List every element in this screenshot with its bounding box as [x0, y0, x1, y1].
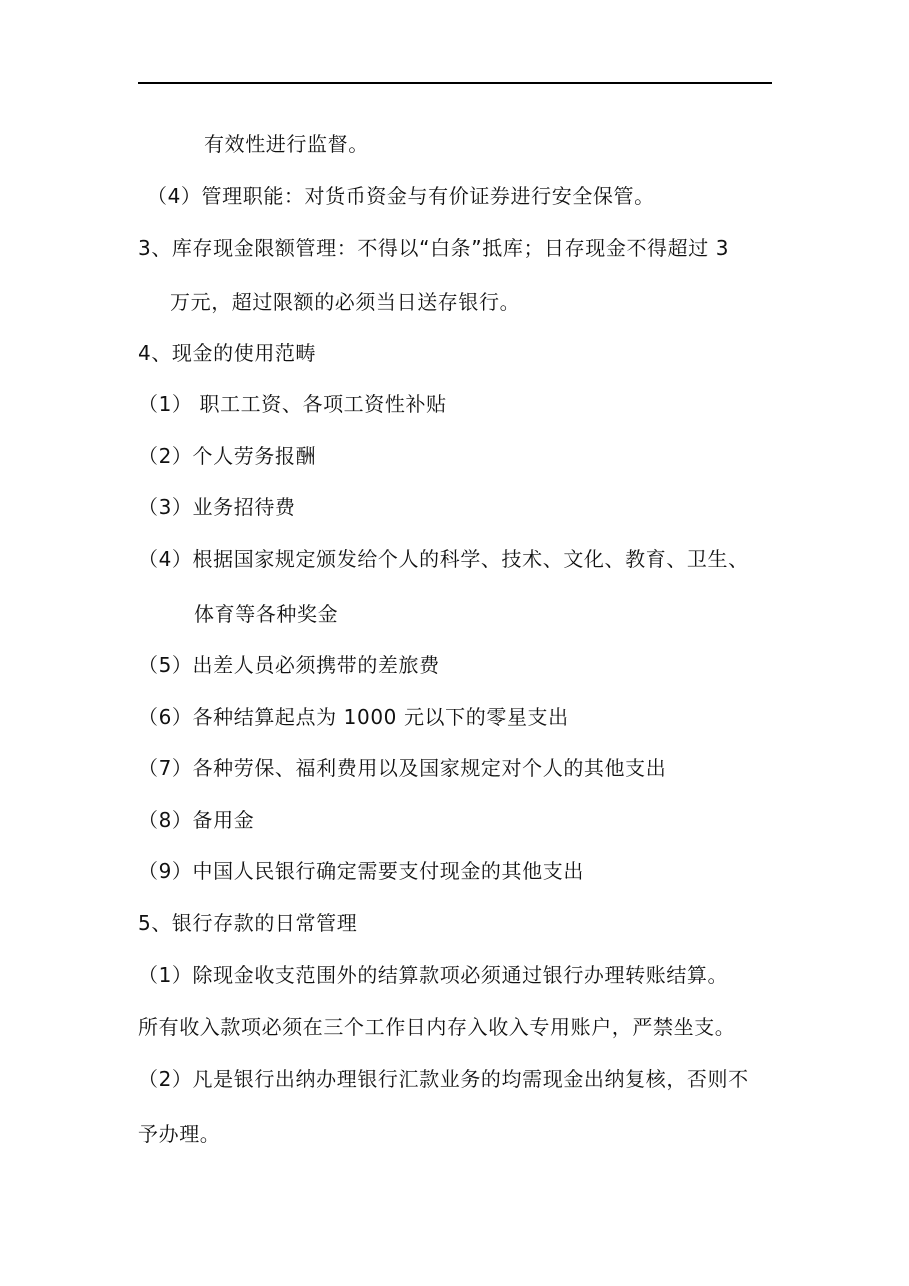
list-item: （1） 职工工资、各项工资性补贴	[138, 392, 447, 416]
list-item-continuation: 体育等各种奖金	[194, 602, 339, 626]
list-item: （8）备用金	[138, 808, 255, 832]
list-item: （2）个人劳务报酬	[138, 444, 317, 468]
text-line: 万元，超过限额的必须当日送存银行。	[170, 290, 521, 314]
header-rule	[138, 82, 772, 84]
list-item: （3）业务招待费	[138, 495, 296, 519]
list-item: （7）各种劳保、福利费用以及国家规定对个人的其他支出	[138, 756, 667, 780]
list-item: （6）各种结算起点为 1000 元以下的零星支出	[138, 705, 569, 729]
paragraph-line: 予办理。	[138, 1122, 221, 1146]
section-heading: 4、现金的使用范畴	[138, 341, 317, 365]
list-item: （2）凡是银行出纳办理银行汇款业务的均需现金出纳复核，否则不	[138, 1067, 749, 1091]
list-item: （9）中国人民银行确定需要支付现金的其他支出	[138, 859, 584, 883]
text-line: （4）管理职能：对货币资金与有价证券进行安全保管。	[147, 184, 655, 208]
text-line: 3、库存现金限额管理：不得以“白条”抵库；日存现金不得超过 3	[138, 236, 730, 260]
list-item: （4）根据国家规定颁发给个人的科学、技术、文化、教育、卫生、	[138, 547, 749, 571]
paragraph-line: 所有收入款项必须在三个工作日内存入收入专用账户，严禁坐支。	[138, 1015, 736, 1039]
text-line: 有效性进行监督。	[204, 132, 369, 156]
section-heading: 5、银行存款的日常管理	[138, 911, 358, 935]
list-item: （5）出差人员必须携带的差旅费	[138, 653, 440, 677]
list-item: （1）除现金收支范围外的结算款项必须通过银行办理转账结算。	[138, 963, 729, 987]
